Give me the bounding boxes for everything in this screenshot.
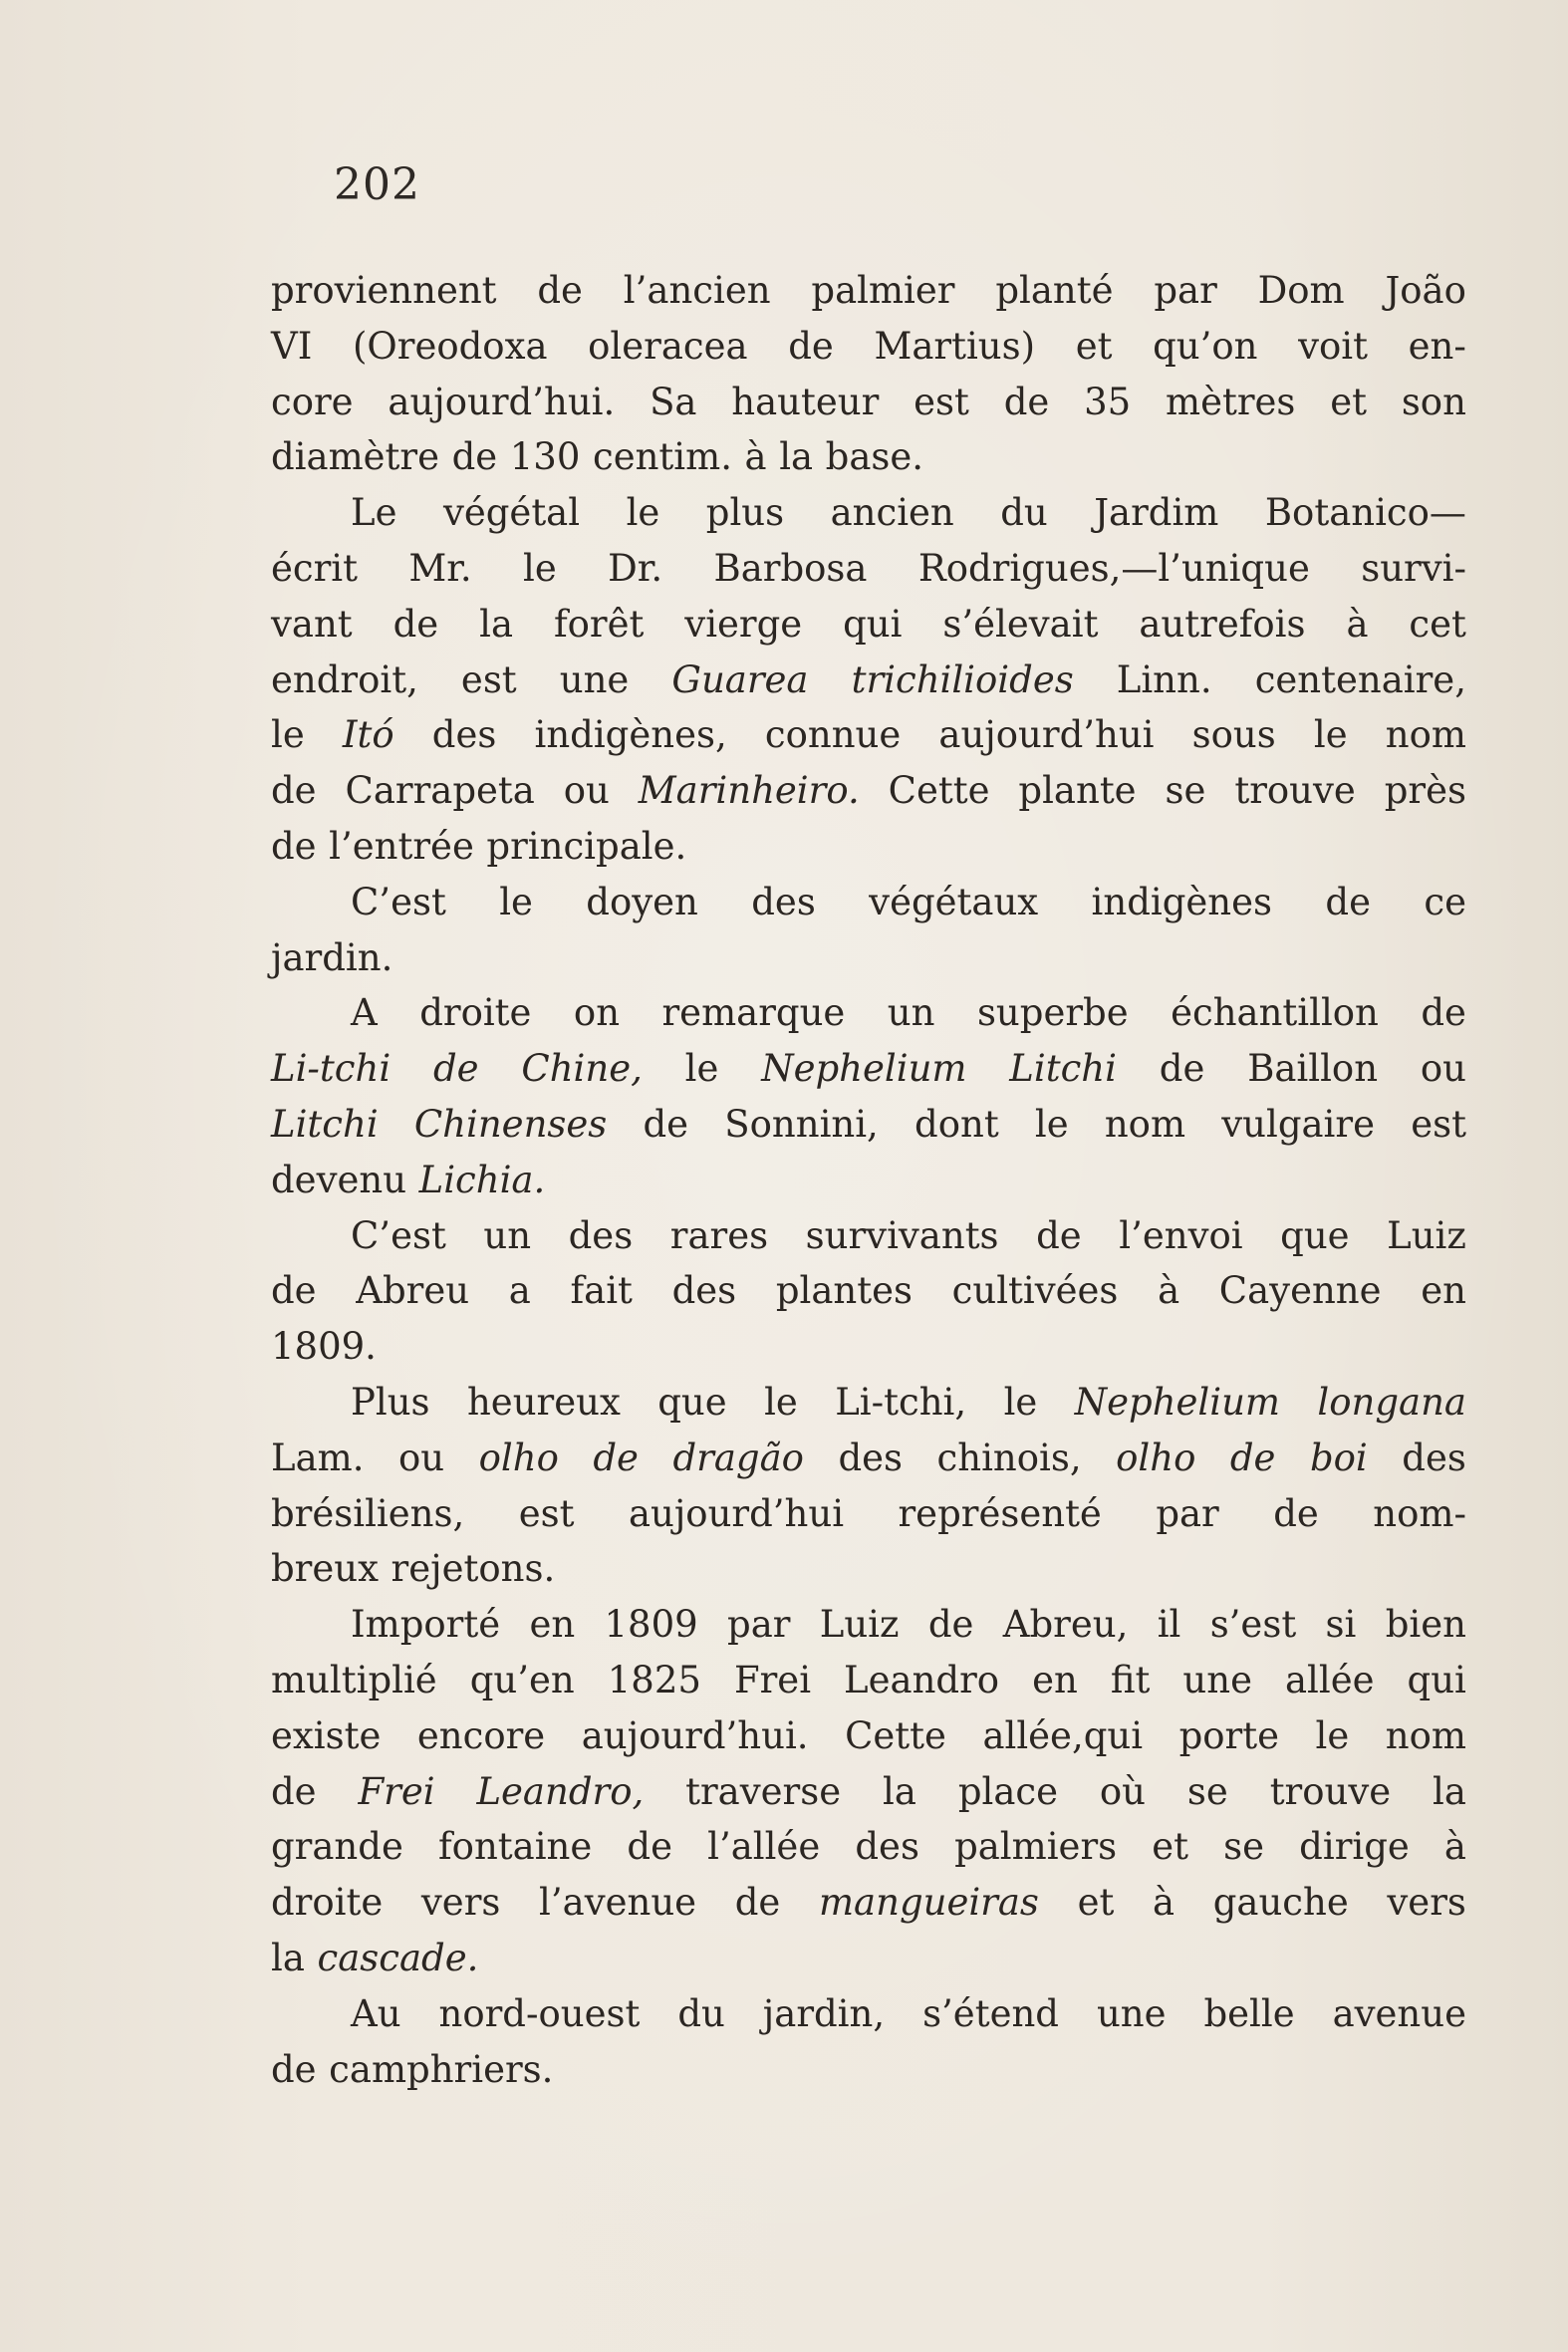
word: Rodrigues,—l’unique [917,546,1310,590]
text-line [271,2042,1466,2098]
word: son [1401,380,1466,423]
word: dont [915,1102,999,1146]
word: allée,qui [982,1713,1144,1757]
text-line [271,1263,1466,1319]
word: Carrapeta [345,769,535,813]
italic-word: Marinheiro. [638,769,860,813]
word: le [1315,1713,1350,1757]
word: Cayenne [1218,1269,1382,1313]
word: échantillon [1171,991,1379,1035]
text-line [271,1819,1466,1875]
word: ou [1420,1047,1466,1091]
word: Abreu, [1002,1603,1129,1647]
italic-word: de [593,1436,639,1479]
word: la [1433,1769,1466,1813]
word: que [1280,1213,1350,1257]
word: qui [843,602,903,646]
word: de [392,602,439,646]
text-line [271,1986,1466,2042]
word: à [1346,602,1369,646]
word: nom [1385,713,1466,757]
text-line [271,763,1466,819]
word: encore [416,1713,546,1757]
word: Plus [351,1380,430,1424]
word: hauteur [731,380,880,423]
word: proviennent [271,269,497,312]
word: végétal [442,491,581,535]
word: plus [705,491,785,535]
word: de [271,2047,317,2091]
word: heureux [466,1380,621,1424]
word: de [788,324,834,368]
word: fait [570,1269,633,1313]
page-number: 202 [334,159,420,210]
italic-word: olho [1116,1436,1196,1479]
text-line [271,263,1466,319]
word: plantes [775,1269,913,1313]
word: de [271,1269,317,1313]
word: ou [398,1436,445,1479]
word: en [1032,1658,1078,1701]
word: le [1034,1102,1069,1146]
italic-word: Litchi [271,1102,379,1146]
word: vulgaire [1221,1102,1375,1146]
italic-word: Nephelium [1074,1380,1280,1424]
word: Li-tchi, [835,1380,967,1424]
word: Sa [650,380,697,423]
italic-word: dragão [672,1436,804,1479]
word: la [479,602,514,646]
word: palmier [811,269,955,312]
word: breux [271,1547,379,1591]
word: Baillon [1247,1047,1379,1091]
word: aujourd’hui [628,1491,845,1535]
word: ce [1424,880,1466,923]
word: jardin, [762,1991,886,2035]
word: Dr. [608,546,663,590]
word: si [1325,1603,1357,1647]
word: planté [995,269,1114,312]
word: il [1157,1603,1181,1647]
word: Lam. [271,1436,365,1479]
text-line [271,541,1466,597]
word: une [1096,1991,1167,2035]
word: des [431,713,497,757]
word: allée [1284,1658,1375,1701]
word: trouve [1269,1769,1392,1813]
word: remarque [661,991,846,1035]
word: l’allée [707,1825,821,1869]
word: en [1421,1269,1466,1313]
italic-word: trichilioides [851,657,1074,701]
word: survivants [805,1213,999,1257]
word: de [537,269,583,312]
word: existe [271,1713,382,1757]
italic-word: cascade. [317,1936,479,1979]
word: droite [271,1881,384,1925]
word: autrefois [1139,602,1306,646]
text-line [271,485,1466,541]
italic-word: Litchi [1009,1047,1117,1091]
text-line [271,375,1466,430]
italic-word: mangueiras [818,1881,1039,1925]
word: le [523,546,557,590]
word: vierge [684,602,803,646]
word: nom [1104,1102,1186,1146]
italic-word: de [432,1047,479,1091]
word: gauche [1212,1881,1349,1925]
word: l’entrée [329,824,474,868]
text-line [271,875,1466,930]
word: porte [1178,1713,1280,1757]
word: le [1003,1380,1038,1424]
word: connue [764,713,902,757]
word: est [518,1491,575,1535]
italic-word: Lichia. [418,1158,546,1201]
word: à [744,435,767,479]
word: de [1421,991,1466,1035]
word: nom [1385,1713,1466,1757]
word: camphriers. [329,2047,554,2091]
word: fit [1110,1658,1151,1701]
word: VI [271,324,313,368]
word: de [927,1603,974,1647]
text-line [271,1931,1466,1986]
word: et [1075,324,1113,368]
word: est [1411,1102,1466,1146]
word: des [751,880,816,923]
word: mètres [1166,380,1296,423]
text-line [271,1708,1466,1764]
text-line [271,930,1466,986]
word: C’est [351,1213,446,1257]
word: en- [1408,324,1466,368]
word: de [643,1102,689,1146]
word: le [626,491,660,535]
word: Dom [1257,269,1345,312]
word: base. [825,435,924,479]
text-line [271,985,1466,1041]
word: 130 [509,435,581,479]
italic-word: de [1229,1436,1276,1479]
word: près [1384,769,1466,813]
word: à [1153,1881,1176,1925]
italic-word: longana [1317,1380,1466,1424]
word: Sonnini, [724,1102,879,1146]
word: écrit [271,546,359,590]
text-line [271,1375,1466,1431]
word: endroit, [271,657,418,701]
text-line [271,1097,1466,1153]
word: du [677,1991,725,2035]
italic-word: Nephelium [761,1047,967,1091]
italic-word: olho [478,1436,559,1479]
word: diamètre [271,435,440,479]
word: qu’en [469,1658,575,1701]
word: de [271,769,317,813]
text-line [271,1431,1466,1486]
word: des [568,1213,634,1257]
word: sous [1191,713,1276,757]
italic-word: Chine, [521,1047,643,1091]
word: aujourd’hui [938,713,1155,757]
word: rejetons. [391,1547,556,1591]
italic-word: Chinenses [413,1102,608,1146]
word: par [727,1603,791,1647]
word: forêt [553,602,645,646]
word: se [1186,1769,1228,1813]
word: centenaire, [1254,657,1466,701]
word: la [779,435,814,479]
word: grande [271,1825,403,1869]
word: Luiz [819,1603,900,1647]
word: des [1402,1436,1466,1479]
word: voit [1298,324,1369,368]
word: Botanico— [1264,491,1466,535]
word: des [671,1269,737,1313]
word: 35 [1084,380,1132,423]
text-line [271,1041,1466,1097]
word: dirige [1299,1825,1410,1869]
word: est [460,657,517,701]
word: 1809. [271,1325,377,1369]
text-line [271,1653,1466,1708]
word: Barbosa [713,546,868,590]
word: le [764,1380,798,1424]
word: nom- [1373,1491,1466,1535]
word: Mr. [408,546,472,590]
word: aujourd’hui. [581,1713,809,1757]
italic-word: Itó [342,713,394,757]
word: superbe [976,991,1129,1035]
word: principale. [486,824,687,868]
word: de [1159,1047,1205,1091]
word: de [1273,1491,1319,1535]
word: le [271,713,305,757]
word: une [559,657,630,701]
word: de [271,824,317,868]
word: C’est [351,880,446,923]
word: une [1182,1658,1252,1701]
word: on [573,991,621,1035]
word: cultivées [951,1269,1119,1313]
word: en [529,1603,576,1647]
word: belle [1203,1991,1295,2035]
word: core [271,380,354,423]
word: s’est [1209,1603,1297,1647]
word: qui [1407,1658,1466,1701]
text-line [271,429,1466,485]
word: devenu [271,1158,407,1201]
text-line [271,653,1466,708]
word: Le [351,491,397,535]
word: doyen [586,880,698,923]
word: l’ancien [623,269,771,312]
word: des [855,1825,919,1869]
word: oleracea [588,324,748,368]
word: nord-ouest [438,1991,641,2035]
word: (Oreodoxa [352,324,548,368]
word: de [271,1769,317,1813]
word: Luiz [1387,1213,1466,1257]
word: avenue [1332,1991,1466,2035]
word: fontaine [437,1825,593,1869]
word: place [957,1769,1059,1813]
word: de [451,435,498,479]
word: ou [563,769,610,813]
word: l’avenue [539,1881,697,1925]
word: cet [1409,602,1466,646]
word: vers [1387,1881,1466,1925]
italic-word: Leandro, [476,1769,645,1813]
word: où [1099,1769,1147,1813]
word: Leandro [844,1658,1000,1701]
word: indigènes [1091,880,1273,923]
word: A [351,991,378,1035]
text-line [271,1875,1466,1931]
word: Jardim [1094,491,1219,535]
italic-word: Li-tchi [271,1047,392,1091]
word: brésiliens, [271,1491,465,1535]
word: survi- [1361,546,1466,590]
word: s’étend [922,1991,1059,2035]
word: traverse [685,1769,842,1813]
word: multiplié [271,1658,437,1701]
word: la [271,1936,305,1979]
word: 1825 [607,1658,701,1701]
word: aujourd’hui. [388,380,616,423]
word: végétaux [869,880,1039,923]
word: se [1165,769,1206,813]
word: bien [1385,1603,1466,1647]
text-line [271,1486,1466,1542]
word: centim. [592,435,732,479]
word: vers [420,1881,501,1925]
word: par [1156,1491,1219,1535]
italic-word: boi [1309,1436,1368,1479]
word: représenté [898,1491,1102,1535]
italic-word: Frei [358,1769,435,1813]
word: un [887,991,935,1035]
word: Frei [733,1658,812,1701]
word: de [627,1825,672,1869]
word: le [499,880,533,923]
word: Importé [351,1603,501,1647]
text-line [271,1208,1466,1264]
word: Linn. [1116,657,1212,701]
text-line [271,319,1466,375]
word: par [1154,269,1217,312]
word: Cette [845,1713,946,1757]
word: vant [271,602,353,646]
word: la [883,1769,916,1813]
text-line [271,597,1466,653]
text-line [271,1319,1466,1375]
text-line [271,819,1466,875]
word: chinois, [936,1436,1082,1479]
word: le [1313,713,1348,757]
word: João [1385,269,1466,312]
word: indigènes, [534,713,727,757]
word: du [1000,491,1048,535]
italic-word: Guarea [671,657,809,701]
text-line [271,1764,1466,1820]
word: et [1077,1881,1115,1925]
word: que [657,1380,727,1424]
word: se [1223,1825,1265,1869]
word: plante [1018,769,1137,813]
text-line [271,1153,1466,1208]
word: Abreu [356,1269,470,1313]
text-line [271,1541,1466,1597]
word: Cette [888,769,990,813]
word: palmiers [954,1825,1118,1869]
word: et [1330,380,1367,423]
word: un [483,1213,532,1257]
word: l’envoi [1119,1213,1243,1257]
word: qu’on [1153,324,1258,368]
word: ancien [830,491,954,535]
word: de [734,1881,781,1925]
word: de [1003,380,1050,423]
body-text [271,263,1466,2097]
word: est [914,380,969,423]
text-line [271,707,1466,763]
word: a [508,1269,531,1313]
word: de [1325,880,1371,923]
word: et [1152,1825,1189,1869]
word: de [1036,1213,1082,1257]
word: des [838,1436,904,1479]
word: trouve [1234,769,1356,813]
word: Martius) [874,324,1036,368]
word: à [1443,1825,1466,1869]
word: s’élevait [942,602,1099,646]
word: 1809 [604,1603,698,1647]
word: le [684,1047,719,1091]
word: à [1158,1269,1180,1313]
word: jardin. [271,935,393,979]
word: rares [669,1213,769,1257]
word: droite [419,991,532,1035]
text-line [271,1597,1466,1653]
word: Au [351,1991,401,2035]
